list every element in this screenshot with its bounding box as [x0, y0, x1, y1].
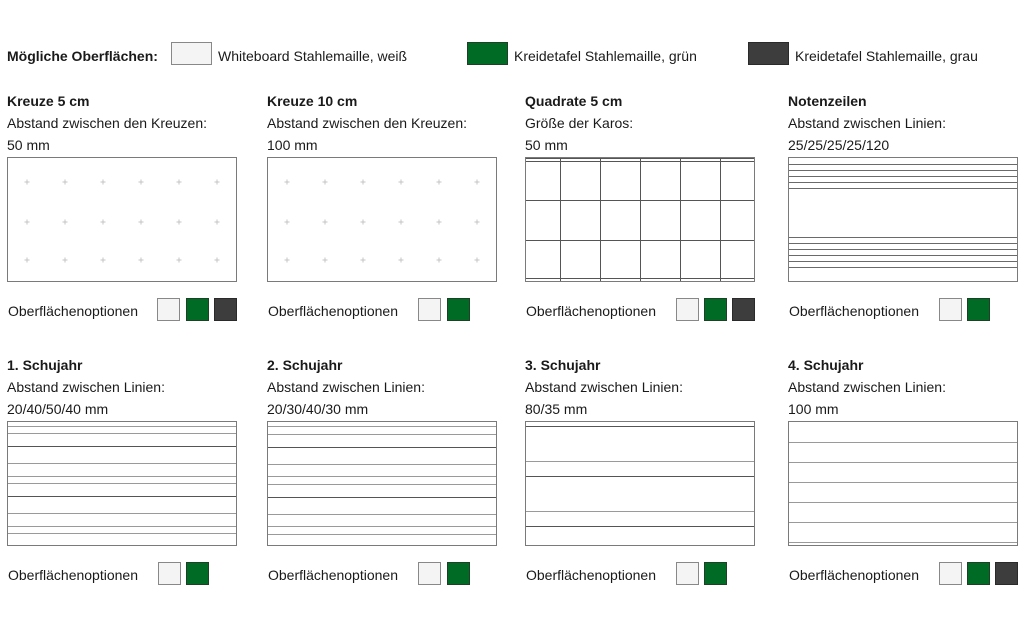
- legend-label-whiteboard: Whiteboard Stahlemaille, weiß: [218, 48, 408, 64]
- surface-options-label: Oberflächenoptionen: [8, 303, 138, 319]
- card-description: Abstand zwischen den Kreuzen:: [267, 115, 468, 131]
- card-title: Quadrate 5 cm: [525, 93, 623, 109]
- legend-title: Mögliche Oberflächen:: [7, 48, 158, 64]
- card-description: Abstand zwischen Linien:: [267, 379, 425, 395]
- option-grey-swatch[interactable]: [214, 298, 237, 321]
- card-description: Abstand zwischen Linien:: [525, 379, 683, 395]
- card-description: Größe der Karos:: [525, 115, 634, 131]
- card-value: 20/40/50/40 mm: [7, 401, 109, 417]
- option-white-swatch[interactable]: [157, 298, 180, 321]
- card-description: Abstand zwischen Linien:: [7, 379, 165, 395]
- pattern-preview-lines: [525, 421, 755, 546]
- card-value: 25/25/25/25/120: [788, 137, 890, 153]
- surface-options: [525, 562, 757, 586]
- option-white-swatch[interactable]: [158, 562, 181, 585]
- option-green-swatch[interactable]: [967, 562, 990, 585]
- option-white-swatch[interactable]: [418, 298, 441, 321]
- option-green-swatch[interactable]: [186, 562, 209, 585]
- card-title: Notenzeilen: [788, 93, 867, 109]
- surface-options: [267, 562, 499, 586]
- surface-options: [788, 298, 1020, 322]
- pattern-drawing: [268, 422, 496, 545]
- chalkboard-grey-swatch: [748, 42, 789, 65]
- option-green-swatch[interactable]: [704, 298, 727, 321]
- card-description: Abstand zwischen Linien:: [788, 379, 946, 395]
- pattern-preview-lines: [267, 421, 497, 546]
- card-title: 1. Schujahr: [7, 357, 83, 373]
- surface-options-label: Oberflächenoptionen: [8, 567, 138, 583]
- surface-options: [788, 562, 1020, 586]
- card-description: Abstand zwischen Linien:: [788, 115, 946, 131]
- card-title: 2. Schujahr: [267, 357, 343, 373]
- pattern-preview-lines: [788, 421, 1018, 546]
- pattern-drawing: [526, 158, 754, 281]
- pattern-drawing: [526, 422, 754, 545]
- surface-options: [7, 562, 239, 586]
- card-title: Kreuze 10 cm: [267, 93, 358, 109]
- option-white-swatch[interactable]: [939, 298, 962, 321]
- option-grey-swatch[interactable]: [995, 562, 1018, 585]
- card-title: 4. Schujahr: [788, 357, 864, 373]
- card-value: 50 mm: [525, 137, 568, 153]
- surface-legend: [7, 42, 1017, 69]
- legend-label-chalkboard-green: Kreidetafel Stahlemaille, grün: [514, 48, 697, 64]
- legend-label-chalkboard-grey: Kreidetafel Stahlemaille, grau: [795, 48, 978, 64]
- pattern-drawing: [789, 422, 1017, 545]
- surface-options: [525, 298, 757, 322]
- surface-options: [7, 298, 239, 322]
- pattern-preview-lines: [7, 421, 237, 546]
- option-green-swatch[interactable]: [967, 298, 990, 321]
- card-value: 100 mm: [788, 401, 839, 417]
- pattern-preview-staff: [788, 157, 1018, 282]
- option-white-swatch[interactable]: [939, 562, 962, 585]
- option-white-swatch[interactable]: [418, 562, 441, 585]
- pattern-preview-grid: [525, 157, 755, 282]
- pattern-preview-crosses: [267, 157, 497, 282]
- card-value: 80/35 mm: [525, 401, 588, 417]
- option-white-swatch[interactable]: [676, 562, 699, 585]
- surface-options-label: Oberflächenoptionen: [789, 303, 919, 319]
- pattern-drawing: [8, 422, 236, 545]
- card-description: Abstand zwischen den Kreuzen:: [7, 115, 208, 131]
- card-value: 100 mm: [267, 137, 318, 153]
- pattern-drawing: [789, 158, 1017, 281]
- card-value: 50 mm: [7, 137, 50, 153]
- card-title: 3. Schujahr: [525, 357, 601, 373]
- option-green-swatch[interactable]: [704, 562, 727, 585]
- pattern-preview-crosses: [7, 157, 237, 282]
- option-green-swatch[interactable]: [186, 298, 209, 321]
- pattern-drawing: [268, 158, 496, 281]
- whiteboard-white-swatch: [171, 42, 212, 65]
- surface-options-label: Oberflächenoptionen: [268, 567, 398, 583]
- option-white-swatch[interactable]: [676, 298, 699, 321]
- surface-options-label: Oberflächenoptionen: [268, 303, 398, 319]
- option-green-swatch[interactable]: [447, 298, 470, 321]
- chalkboard-green-swatch: [467, 42, 508, 65]
- card-title: Kreuze 5 cm: [7, 93, 90, 109]
- pattern-drawing: [8, 158, 236, 281]
- surface-options-label: Oberflächenoptionen: [789, 567, 919, 583]
- card-value: 20/30/40/30 mm: [267, 401, 369, 417]
- surface-options: [267, 298, 499, 322]
- surface-options-label: Oberflächenoptionen: [526, 567, 656, 583]
- option-green-swatch[interactable]: [447, 562, 470, 585]
- surface-options-label: Oberflächenoptionen: [526, 303, 656, 319]
- option-grey-swatch[interactable]: [732, 298, 755, 321]
